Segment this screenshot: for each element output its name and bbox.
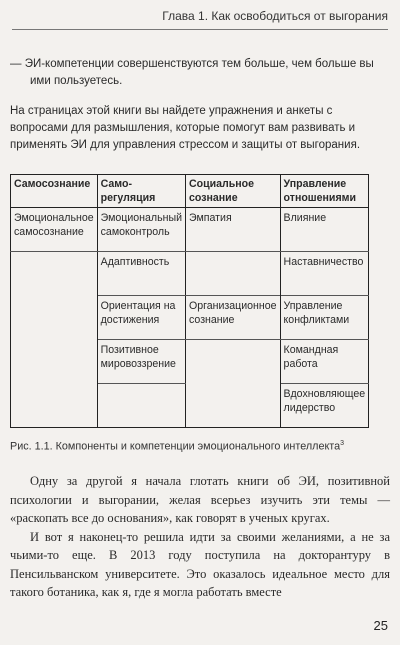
table-header: Само-регуляция (97, 175, 185, 208)
table-cell: Вдохновляющее лидерство (280, 384, 369, 428)
quote-block (10, 56, 386, 90)
table-cell: Командная работа (280, 340, 369, 384)
table-row (11, 384, 369, 428)
table-cell: Управление конфликтами (280, 296, 369, 340)
table-cell (186, 252, 281, 296)
table-cell (11, 384, 98, 428)
table-cell: Эмпатия (186, 208, 281, 252)
quote-line-2: ими пользуетесь. (30, 75, 123, 87)
table-cell: Ориентация на достижения (97, 296, 185, 340)
table-cell: Эмоциональное самосознание (11, 208, 98, 252)
chapter-header: Глава 1. Как освободиться от выгорания (162, 9, 388, 23)
intro-paragraph: На страницах этой книги вы найдете упражнения и анкеты с вопросами для размышления, которые помогут вам развивать и применять ЭИ для управления стрессом и защиты от выгорания. (10, 105, 361, 151)
table-header: Социальное сознание (186, 175, 281, 208)
table-cell (11, 296, 98, 340)
table-cell: Влияние (280, 208, 369, 252)
header-divider (12, 29, 388, 30)
caption-text: Рис. 1.1. Компоненты и компетенции эмоционального интеллекта (10, 440, 341, 453)
table-header-row (11, 175, 369, 208)
body-paragraph-2: И вот я наконец-то решила идти за своими желаниями, а не за чьими-то еще. В 2013 году поступила на докторантуру в Пенсильванском университете. Это оказалось идеальное место для такого ботаника, как я, где я могла работать вместе (10, 529, 390, 599)
body-paragraph-1: Одну за другой я начала глотать книги об ЭИ, позитивной психологии и выгорании, желая всерьез изучить эти темы — «раскопать все до основания», как говорят в ученых кругах. (10, 474, 390, 525)
table-row (11, 340, 369, 384)
table-row (11, 296, 369, 340)
table-cell (186, 340, 281, 384)
table-cell: Позитивное мировоззрение (97, 340, 185, 384)
table-cell (186, 384, 281, 428)
footnote-marker: 3 (340, 440, 345, 447)
table-cell: Наставничество (280, 252, 369, 296)
table-row (11, 252, 369, 296)
figure-caption (10, 440, 390, 453)
competencies-table (10, 174, 369, 428)
table-cell: Организационное сознание (186, 296, 281, 340)
table-header: Управление отношениями (280, 175, 369, 208)
quote-line-1: — ЭИ-компетенции совершенствуются тем больше, чем больше вы (10, 58, 374, 70)
table-cell (97, 384, 185, 428)
page-number: 25 (373, 618, 388, 633)
table-cell: Адаптивность (97, 252, 185, 296)
table-cell (11, 340, 98, 384)
table-row (11, 208, 369, 252)
table-cell: Эмоциональный самоконтроль (97, 208, 185, 252)
table-cell (11, 252, 98, 296)
body-text (10, 472, 390, 602)
table-header: Самосознание (11, 175, 98, 208)
